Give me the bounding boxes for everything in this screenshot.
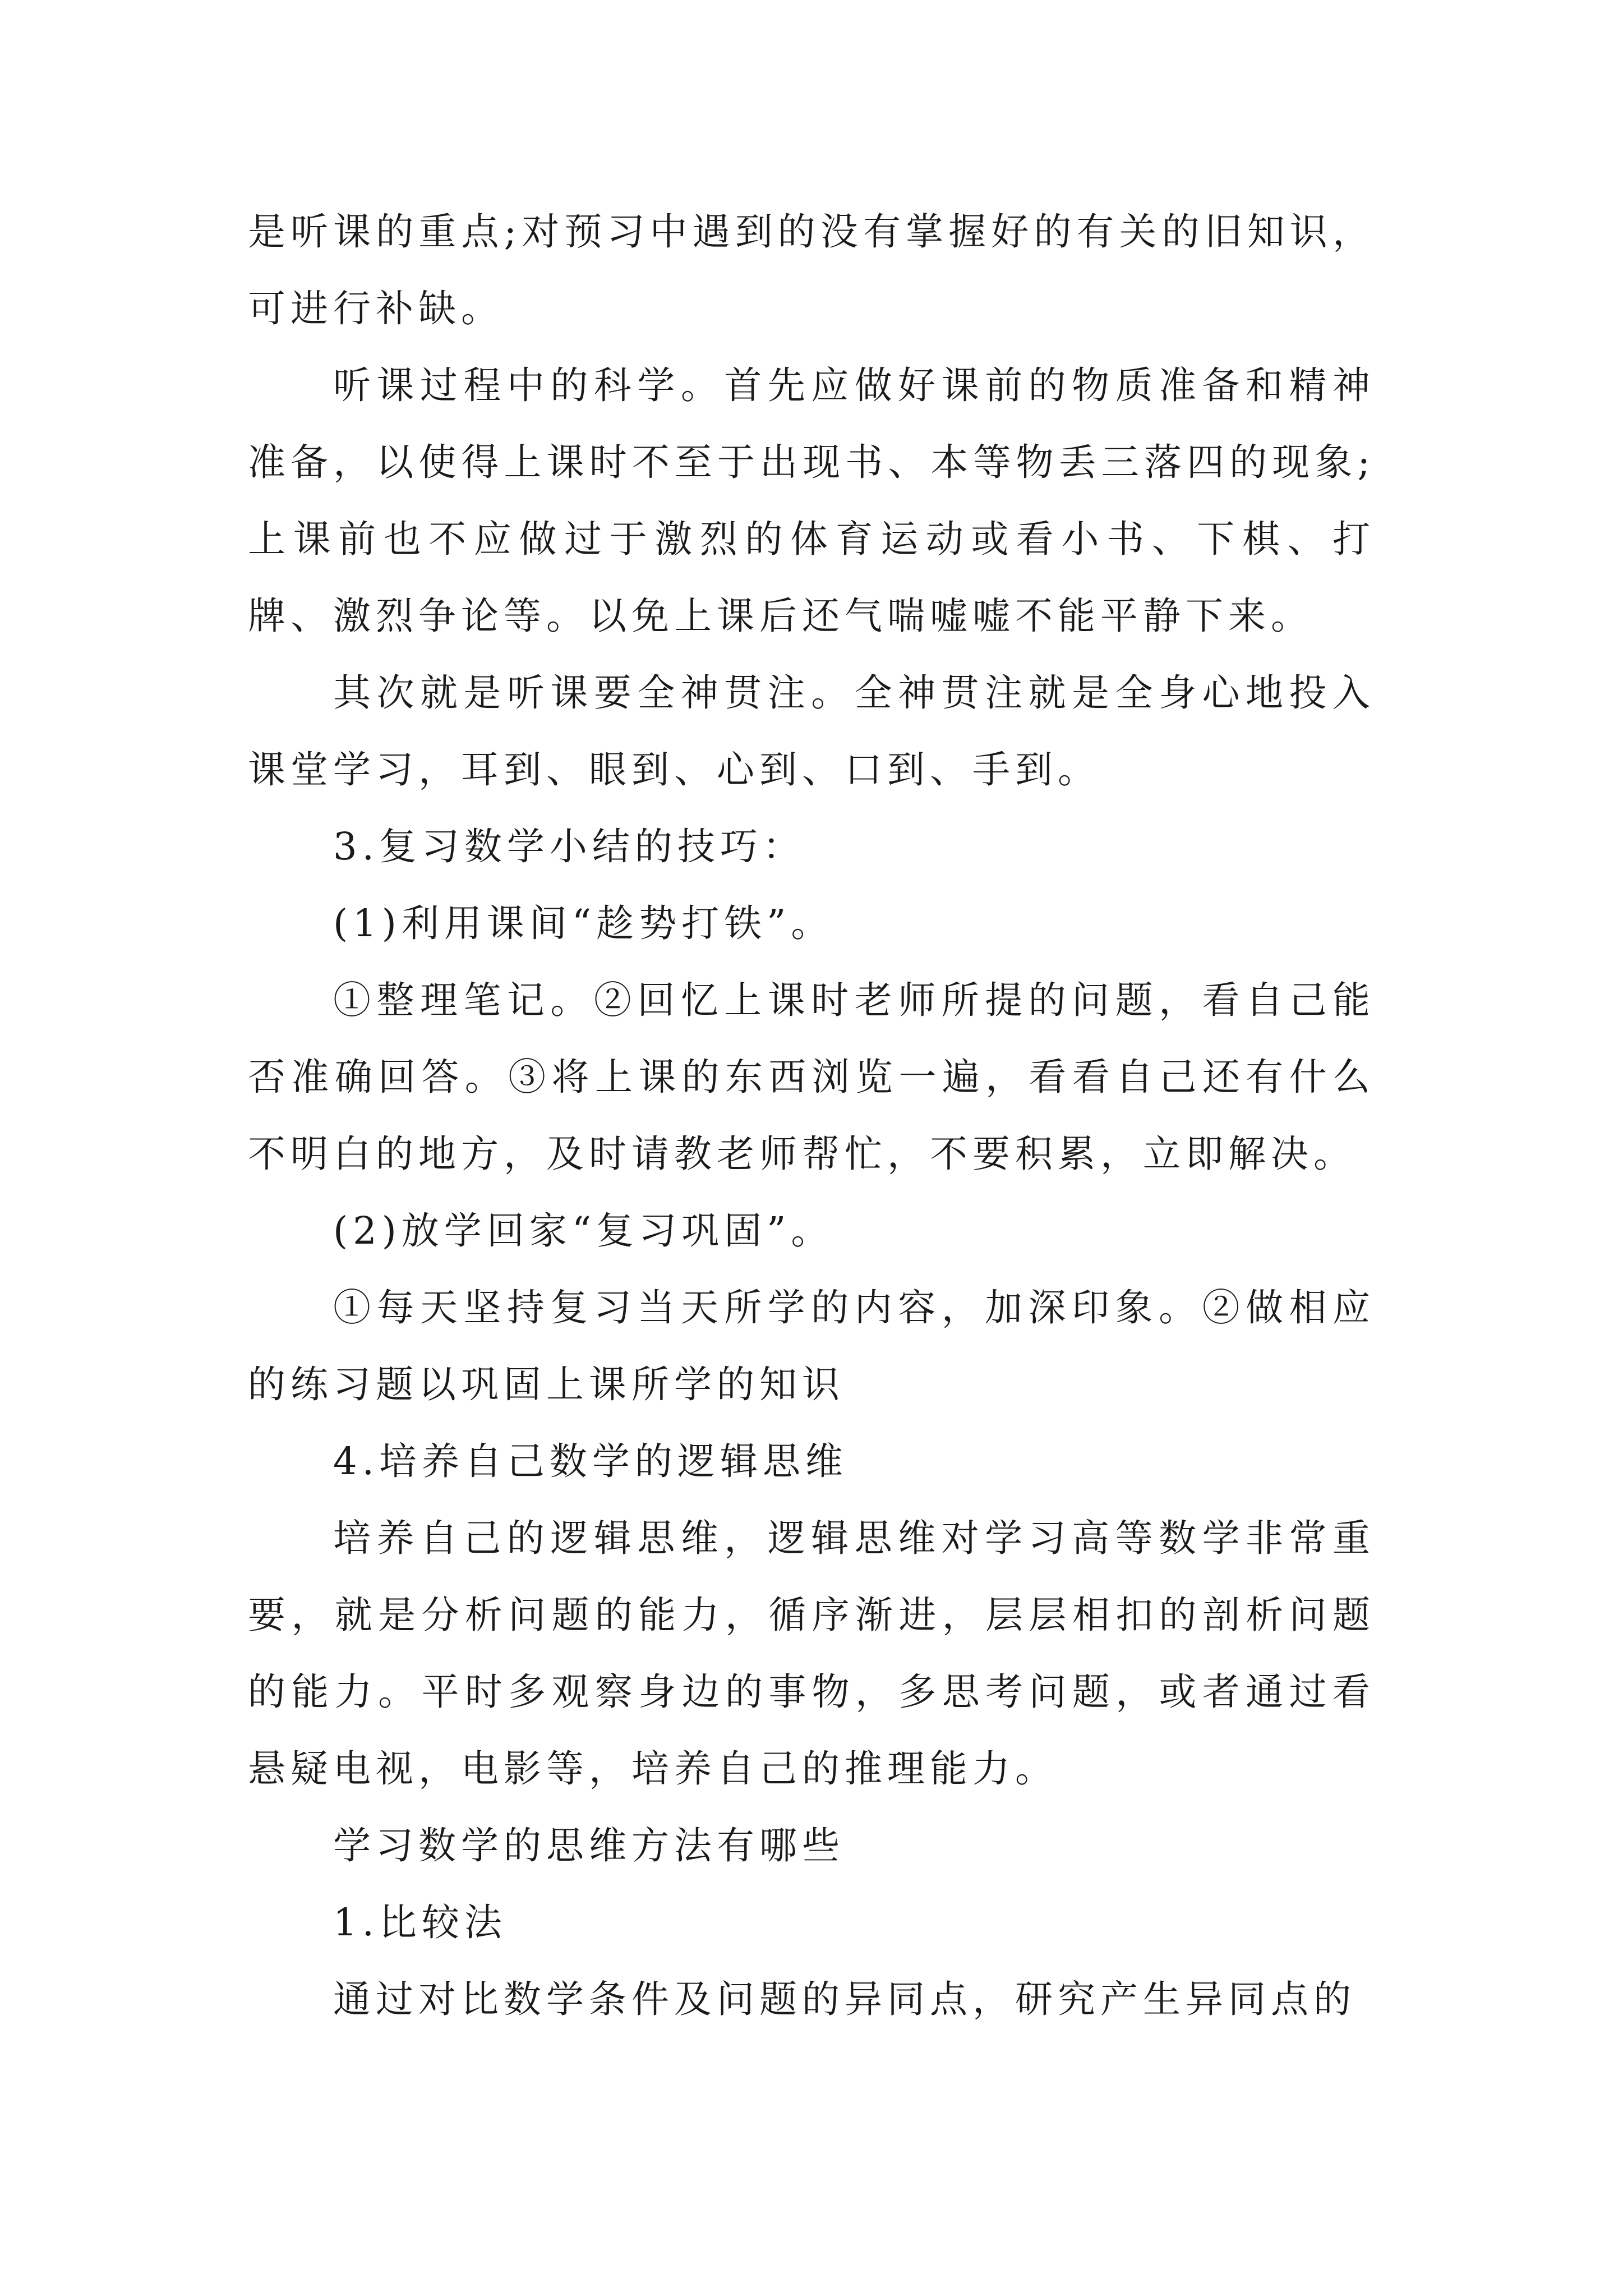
paragraph-continuation: 是听课的重点;对预习中遇到的没有掌握好的有关的旧知识，可进行补缺。 <box>248 210 1375 330</box>
paragraph-daily-review: ①每天坚持复习当天所学的内容，加深印象。②做相应的练习题以巩固上课所学的知识 <box>248 1286 1375 1406</box>
heading-comparison-method: 1.比较法 <box>333 1901 507 1944</box>
document-body <box>248 194 1375 2038</box>
heading-logical-thinking: 4.培养自己数学的逻辑思维 <box>333 1439 848 1483</box>
paragraph-listening-science: 听课过程中的科学。首先应做好课前的物质准备和精神准备，以使得上课时不至于出现书、本等物丢三落四的现象;上课前也不应做过于激烈的体育运动或看小书、下棋、打牌、激烈争论等。以免上课后还气喘嘘嘘不能平静下来。 <box>248 364 1375 638</box>
paragraph-full-attention: 其次就是听课要全神贯注。全神贯注就是全身心地投入课堂学习，耳到、眼到、心到、口到、手到。 <box>248 671 1375 792</box>
subheading-review-at-home: (2)放学回家“复习巩固”。 <box>333 1209 834 1253</box>
heading-thinking-methods: 学习数学的思维方法有哪些 <box>333 1824 845 1867</box>
paragraph-comparison-method: 通过对比数学条件及问题的异同点，研究产生异同点的 <box>333 1977 1356 2021</box>
heading-review-tips: 3.复习数学小结的技巧： <box>333 825 805 868</box>
paragraph-logical-thinking: 培养自己的逻辑思维，逻辑思维对学习高等数学非常重要，就是分析问题的能力，循序渐进，层层相扣的剖析问题的能力。平时多观察身边的事物，多思考问题，或者通过看悬疑电视，电影等，培养自己的推理能力。 <box>248 1516 1375 1791</box>
paragraph-organize-notes: ①整理笔记。②回忆上课时老师所提的问题，看自己能否准确回答。③将上课的东西浏览一遍，看看自己还有什么不明白的地方，及时请教老师帮忙，不要积累，立即解决。 <box>248 978 1375 1176</box>
subheading-use-break: (1)利用课间“趁势打铁”。 <box>333 901 834 945</box>
